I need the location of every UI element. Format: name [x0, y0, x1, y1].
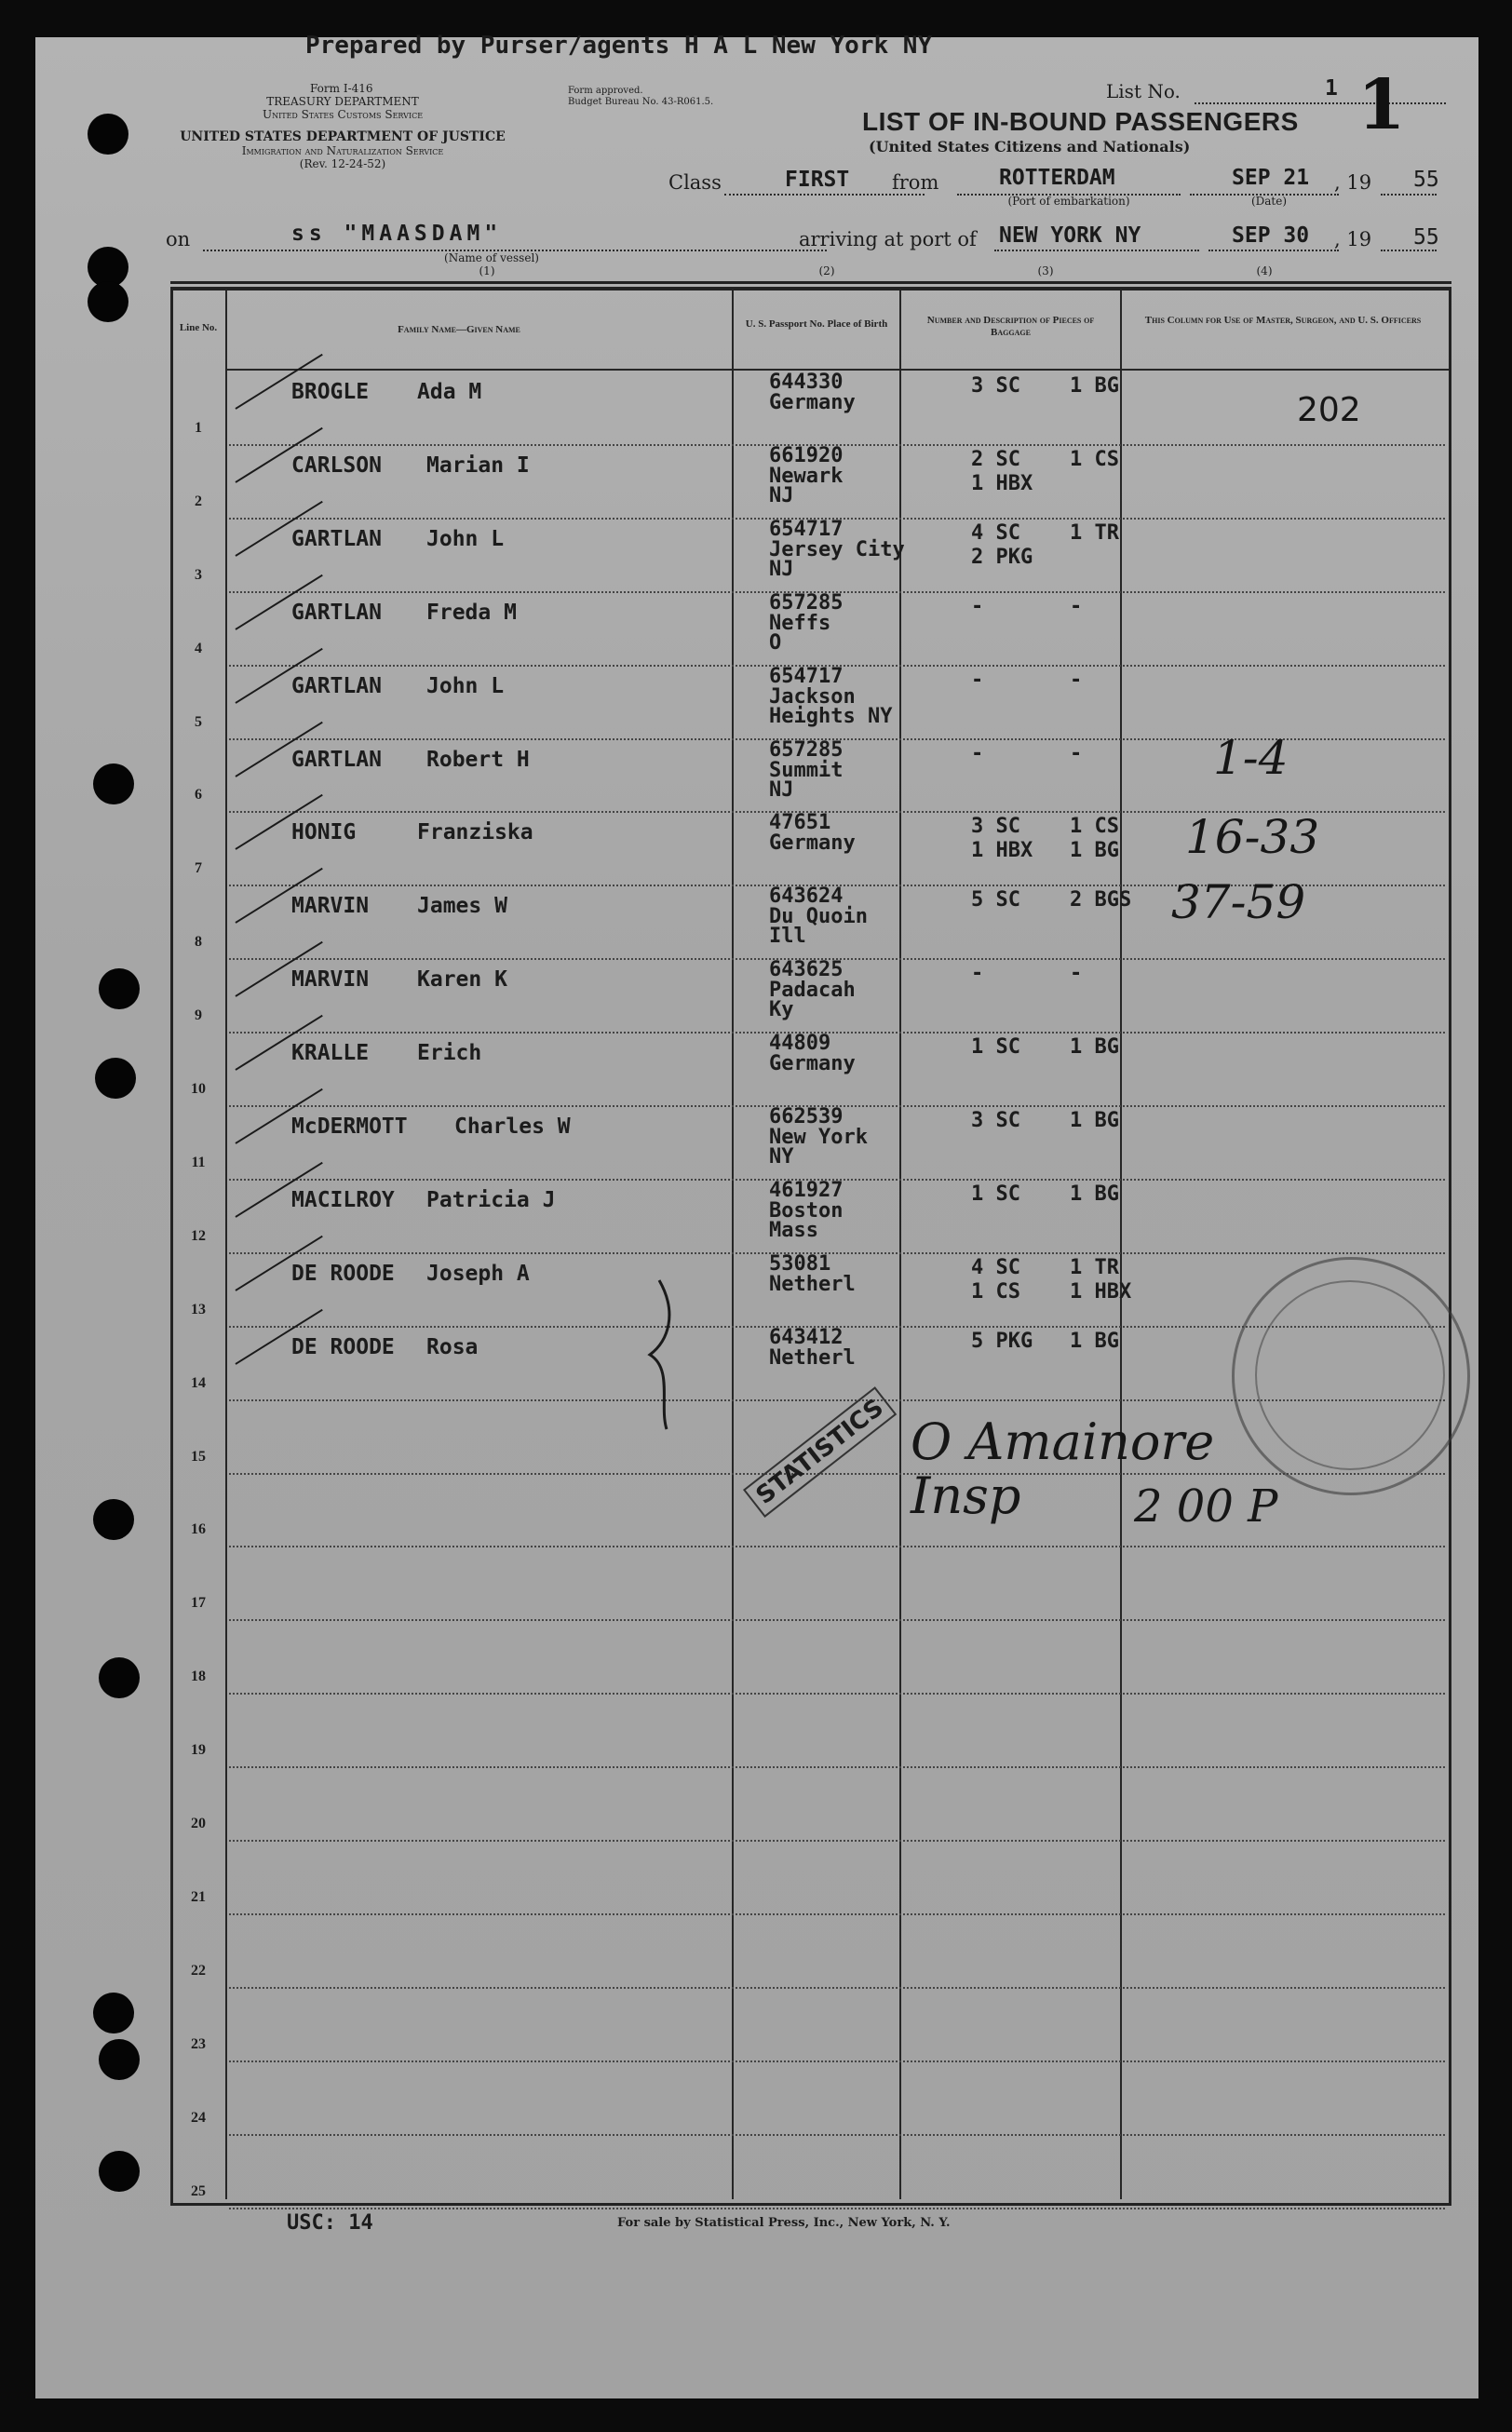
family-name: DE ROODE [291, 1334, 395, 1359]
row-divider [229, 1252, 1445, 1254]
port-embark-caption: (Port of embarkation) [1007, 195, 1130, 208]
list-no-handwritten: 1 [1357, 65, 1406, 145]
on-label: on [166, 228, 191, 250]
baggage-line-1: 1 SC 1 BG [971, 1035, 1119, 1060]
line-number: 9 [195, 1007, 202, 1024]
page-title: LIST OF IN-BOUND PASSENGERS [862, 107, 1299, 136]
family-bracket [631, 1276, 687, 1434]
passport-number: 643624 [769, 885, 844, 909]
fee-notation: 2 00 P [1134, 1480, 1278, 1533]
passport-number: 643625 [769, 958, 844, 982]
place-of-birth: Jackson Heights NY [769, 684, 893, 728]
given-name: Joseph A [426, 1261, 530, 1286]
customs-service: United States Customs Service [262, 108, 424, 121]
family-name: MACILROY [291, 1187, 395, 1212]
punch-hole [99, 2039, 140, 2080]
caption-3: (3) [1037, 264, 1054, 277]
line-number: 1 [195, 419, 202, 436]
place-of-birth: Summit NJ [769, 758, 844, 802]
prepared-by: Prepared by Purser/agents H A L New York NY [305, 32, 933, 60]
passport-number: 662539 [769, 1105, 844, 1128]
place-of-birth: Boston Mass [769, 1198, 844, 1242]
family-name: GARTLAN [291, 526, 382, 551]
printer-note: For sale by Statistical Press, Inc., New York, N. Y. [617, 2216, 951, 2230]
baggage-line-2: 1 HBX [971, 471, 1033, 495]
range-1: 1-4 [1213, 731, 1289, 785]
line-number: 24 [191, 2109, 206, 2126]
passport-number: 461927 [769, 1178, 844, 1202]
place-of-birth: Germany [769, 1052, 856, 1076]
row-divider [229, 2208, 1445, 2209]
date-of-embarkation: SEP 21 [1232, 166, 1310, 190]
place-of-birth: Germany [769, 831, 856, 856]
line-number: 18 [191, 1669, 206, 1685]
place-of-birth: Jersey City NJ [769, 537, 905, 581]
baggage-line-1: 3 SC 1 BG [971, 374, 1119, 398]
punch-hole [99, 1657, 140, 1698]
baggage-line-1: - - [971, 594, 1083, 618]
family-name: GARTLAN [291, 673, 382, 698]
range-2: 16-33 [1185, 810, 1320, 864]
line-number: 25 [191, 2182, 206, 2199]
form-number: Form I-416 [310, 82, 373, 95]
line-number: 10 [191, 1081, 206, 1097]
place-of-birth: Netherl [769, 1272, 856, 1296]
baggage-line-1: 4 SC 1 TR [971, 1255, 1119, 1279]
line-number: 21 [191, 1888, 206, 1905]
from-label: from [892, 171, 939, 194]
family-name: MARVIN [291, 967, 370, 993]
col-header-officers: This Column for Use of Master, Surgeon, and U. S. Officers [1144, 315, 1422, 326]
punch-hole [93, 1993, 134, 2033]
family-name: DE ROODE [291, 1261, 395, 1286]
baggage-line-1: - - [971, 962, 1083, 986]
given-name: Ada M [417, 380, 482, 404]
punch-hole [93, 763, 134, 804]
line-number: 2 [195, 493, 202, 509]
year-prefix-1: , 19 [1334, 171, 1372, 194]
given-name: John L [426, 526, 505, 551]
line-number: 6 [195, 787, 202, 804]
family-name: BROGLE [291, 380, 370, 404]
year-2: 55 [1413, 225, 1439, 250]
line-number: 13 [191, 1301, 206, 1317]
class-label: Class [668, 171, 722, 194]
family-name: MARVIN [291, 894, 370, 919]
line-number: 17 [191, 1595, 206, 1612]
baggage-line-1: 5 SC 2 BGS [971, 888, 1132, 912]
vessel-caption: (Name of vessel) [444, 251, 539, 264]
family-name: GARTLAN [291, 747, 382, 772]
passport-number: 661920 [769, 443, 844, 467]
passport-number: 53081 [769, 1251, 831, 1276]
manifest-page [35, 32, 1478, 2398]
port-of-embarkation: ROTTERDAM [999, 166, 1115, 190]
given-name: Robert H [426, 747, 530, 772]
passport-number: 654717 [769, 517, 844, 541]
punch-hole [95, 1058, 136, 1099]
range-3: 37-59 [1171, 875, 1306, 929]
passport-number: 654717 [769, 664, 844, 688]
baggage-line-1: 1 SC 1 BG [971, 1182, 1119, 1206]
line-number: 11 [191, 1154, 206, 1170]
given-name: Patricia J [426, 1187, 556, 1212]
family-name: KRALLE [291, 1041, 370, 1066]
place-of-birth: Padacah Ky [769, 979, 856, 1022]
row-divider [229, 1766, 1445, 1768]
row-divider [229, 1913, 1445, 1915]
class-value: FIRST [785, 168, 850, 192]
justice-dept: UNITED STATES DEPARTMENT OF JUSTICE [180, 129, 506, 144]
inspector-signature: O Amainore Insp [911, 1412, 1215, 1525]
place-of-birth: Neffs O [769, 611, 831, 655]
line-number: 8 [195, 934, 202, 951]
baggage-line-1: 2 SC 1 CS [971, 447, 1119, 471]
given-name: John L [426, 673, 505, 698]
place-of-birth: New York NY [769, 1126, 868, 1169]
baggage-line-1: 3 SC 1 CS [971, 815, 1119, 839]
line-number: 22 [191, 1962, 206, 1979]
port-of-arrival: NEW YORK NY [999, 223, 1141, 248]
given-name: Rosa [426, 1334, 479, 1359]
budget-bureau: Budget Bureau No. 43-R061.5. [568, 97, 714, 107]
family-name: GARTLAN [291, 600, 382, 625]
usc-code: USC: 14 [287, 2211, 373, 2235]
place-of-birth: Germany [769, 391, 856, 414]
family-name: McDERMOTT [291, 1115, 408, 1139]
list-no-label: List No. [1106, 80, 1181, 102]
line-number: 4 [195, 640, 202, 656]
vessel-name: ss "MAASDAM" [291, 222, 503, 246]
place-of-birth: Newark NJ [769, 464, 844, 507]
baggage-line-2: 2 PKG [971, 545, 1033, 569]
row-divider [229, 1840, 1445, 1842]
ins-service: Immigration and Naturalization Service [241, 144, 444, 157]
punch-hole [93, 1499, 134, 1540]
officer-number: 202 [1297, 391, 1361, 429]
row-divider [229, 1546, 1445, 1547]
line-number: 3 [195, 566, 202, 583]
treasury-dept: TREASURY DEPARTMENT [266, 95, 419, 108]
statistics-stamp: STATISTICS [743, 1386, 898, 1518]
form-approved: Form approved. [568, 86, 643, 96]
line-number: 7 [195, 860, 202, 877]
passport-number: 44809 [769, 1032, 831, 1056]
row-divider [229, 1693, 1445, 1695]
year-1: 55 [1413, 168, 1439, 192]
place-of-birth: Netherl [769, 1345, 856, 1370]
passport-number: 657285 [769, 590, 844, 615]
place-of-birth: Du Quoin Ill [769, 905, 868, 949]
revision: (Rev. 12-24-52) [299, 157, 386, 170]
given-name: Franziska [417, 820, 533, 845]
line-number: 23 [191, 2035, 206, 2052]
row-divider [229, 1032, 1445, 1034]
baggage-line-2: 1 HBX 1 BG [971, 839, 1119, 863]
given-name: Karen K [417, 967, 507, 993]
given-name: Freda M [426, 600, 517, 625]
baggage-line-1: 5 PKG 1 BG [971, 1329, 1119, 1353]
row-divider [229, 1619, 1445, 1621]
date-of-arrival: SEP 30 [1232, 223, 1310, 248]
baggage-line-1: 4 SC 1 TR [971, 520, 1119, 545]
given-name: Marian I [426, 453, 530, 478]
given-name: Erich [417, 1041, 482, 1066]
line-number: 20 [191, 1816, 206, 1831]
col-header-line: Line No. [179, 322, 218, 333]
punch-hole [88, 281, 128, 322]
given-name: Charles W [454, 1115, 571, 1139]
line-number: 14 [191, 1374, 206, 1391]
page-subtitle: (United States Citizens and Nationals) [869, 138, 1191, 155]
list-no-value: 1 [1325, 76, 1338, 101]
date-caption: (Date) [1250, 195, 1288, 208]
baggage-line-1: - - [971, 741, 1083, 765]
passport-number: 644330 [769, 371, 844, 394]
family-name: CARLSON [291, 453, 382, 478]
baggage-line-2: 1 CS 1 HBX [971, 1279, 1132, 1304]
passport-number: 643412 [769, 1325, 844, 1349]
col-header-name: Family Name—Given Name [398, 324, 520, 335]
line-number: 5 [195, 713, 202, 730]
row-divider [229, 1473, 1445, 1475]
baggage-line-1: 3 SC 1 BG [971, 1109, 1119, 1132]
year-prefix-2: , 19 [1334, 228, 1372, 250]
col-header-baggage: Number and Description of Pieces of Baggage [926, 315, 1095, 338]
row-divider [229, 2060, 1445, 2062]
punch-hole [88, 114, 128, 155]
punch-hole [99, 968, 140, 1009]
line-number: 15 [191, 1448, 206, 1465]
row-divider [229, 1987, 1445, 1989]
caption-2: (2) [818, 264, 835, 277]
punch-hole [99, 2151, 140, 2192]
row-divider [229, 2134, 1445, 2136]
caption-4: (4) [1256, 264, 1273, 277]
baggage-line-1: - - [971, 668, 1083, 692]
given-name: James W [417, 894, 507, 919]
family-name: HONIG [291, 820, 357, 845]
line-number: 12 [191, 1227, 206, 1244]
passport-number: 657285 [769, 737, 844, 762]
arriving-label: arriving at port of [799, 228, 977, 250]
inspection-stamp [1232, 1257, 1470, 1495]
caption-1: (1) [479, 264, 495, 277]
line-number: 19 [191, 1742, 206, 1759]
passport-number: 47651 [769, 811, 831, 835]
col-header-passport: U. S. Passport No. Place of Birth [745, 318, 888, 330]
line-number: 16 [191, 1521, 206, 1538]
